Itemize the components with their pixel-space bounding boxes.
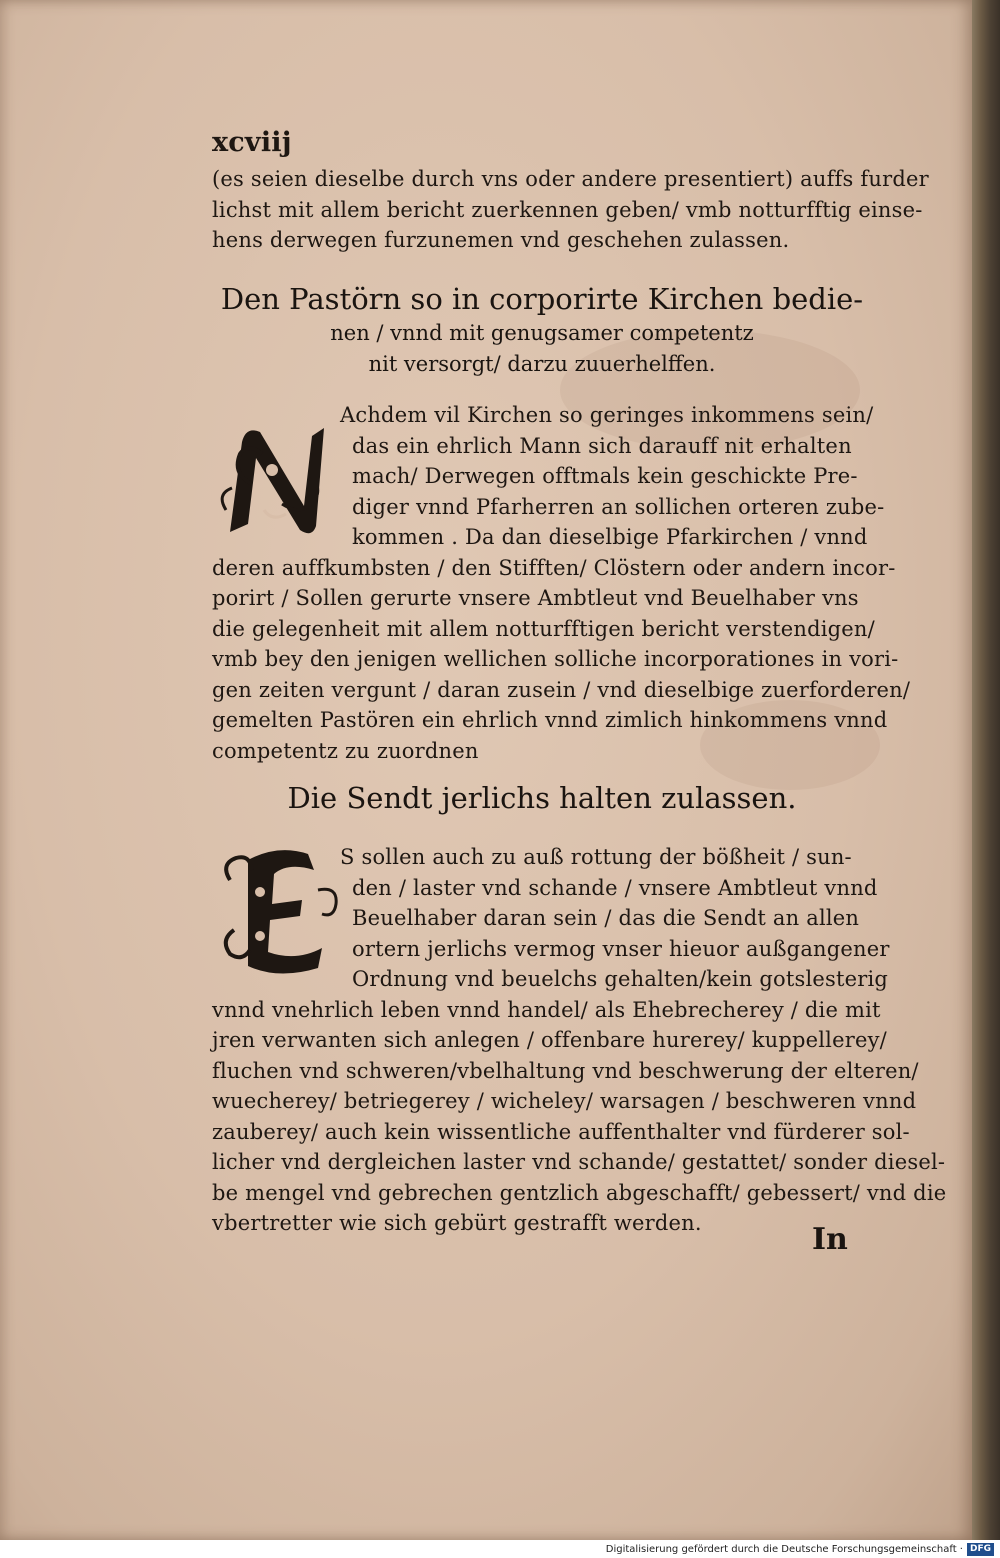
text-line: S sollen auch zu auß rottung der bößheit / sun- xyxy=(340,845,852,869)
text-line: porirt / Sollen gerurte vnsere Ambtleut vnd Beuelhaber vns xyxy=(212,586,859,610)
text-line: competentz zu zuordnen xyxy=(212,738,479,763)
digitization-footer xyxy=(0,1540,1000,1558)
heading-line: nit versorgt/ darzu zuuerhelffen. xyxy=(368,352,716,376)
section-heading-1 xyxy=(212,280,872,380)
text-line: fluchen vnd schweren/vbelhaltung vnd beschwerung der elteren/ xyxy=(212,1058,919,1083)
text-line: wuecherey/ betriegerey / wicheley/ warsagen / beschweren vnnd xyxy=(212,1089,917,1113)
text-line: Achdem vil Kirchen so geringes inkommens sein/ xyxy=(340,403,874,427)
heading-line: Den Pastörn so in corporirte Kirchen bedie- xyxy=(220,282,864,316)
heading-line: nen / vnnd mit genugsamer competentz xyxy=(330,321,754,345)
text-line: diger vnnd Pfarherren an sollichen orteren zube- xyxy=(352,494,885,519)
text-line: Beuelhaber daran sein / das die Sendt an allen xyxy=(352,906,860,930)
text-line: vmb bey den jenigen wellichen solliche incorporationes in vori- xyxy=(212,647,899,671)
text-line: zauberey/ auch kein wissentliche auffenthalter vnd fürderer sol- xyxy=(212,1119,910,1144)
footer-credit: Digitalisierung gefördert durch die Deutsche Forschungsgemeinschaft · xyxy=(605,1543,963,1555)
paragraph-2 xyxy=(212,400,910,766)
text-line: jren verwanten sich anlegen / offenbare hurerey/ kuppellerey/ xyxy=(212,1028,887,1052)
section-heading-2: Die Sendt jerlichs halten zulassen. xyxy=(287,781,797,815)
text-line: be mengel vnd gebrechen gentzlich abgeschafft/ gebessert/ vnd die xyxy=(212,1180,947,1205)
paragraph-1 xyxy=(212,164,929,256)
text-line: die gelegenheit mit allem notturfftigen bericht verstendigen/ xyxy=(212,616,875,641)
paragraph-3 xyxy=(212,842,946,1239)
text-line: licher vnd dergleichen laster vnd schande/ gestattet/ sonder diesel- xyxy=(212,1150,946,1174)
text-line: hens derwegen furzunemen vnd geschehen zulassen. xyxy=(212,228,790,252)
text-line: ortern jerlichs vermog vnser hieuor außgangener xyxy=(352,936,890,961)
text-line: kommen . Da dan dieselbige Pfarkirchen / vnnd xyxy=(352,525,868,549)
text-line: vbertretter wie sich gebürt gestrafft werden. xyxy=(212,1211,702,1235)
text-line: den / laster vnd schande / vnsere Ambtleut vnnd xyxy=(352,875,878,900)
text-line: vnnd vnehrlich leben vnnd handel/ als Ehebrecherey / die mit xyxy=(212,997,881,1022)
text-line: mach/ Derwegen offtmals kein geschickte Pre- xyxy=(352,464,858,488)
folio-number: xcviij xyxy=(212,127,292,158)
text-line: Ordnung vnd beuelchs gehalten/kein gotslesterig xyxy=(352,967,889,991)
dfg-logo: DFG xyxy=(967,1543,994,1556)
catchword: In xyxy=(812,1222,848,1257)
text-line: deren auffkumbsten / den Stifften/ Clöstern oder andern incor- xyxy=(212,555,896,580)
book-fore-edge xyxy=(972,0,1000,1540)
text-line: (es seien dieselbe durch vns oder andere presentiert) auffs furder xyxy=(212,167,929,191)
text-line: das ein ehrlich Mann sich darauff nit erhalten xyxy=(352,433,852,458)
text-line: gemelten Pastören ein ehrlich vnnd zimlich hinkommens vnnd xyxy=(212,708,888,732)
text-line: lichst mit allem bericht zuerkennen geben/ vmb notturfftig einse- xyxy=(212,197,923,222)
text-line: gen zeiten vergunt / daran zusein / vnd dieselbige zuerforderen/ xyxy=(212,677,911,702)
